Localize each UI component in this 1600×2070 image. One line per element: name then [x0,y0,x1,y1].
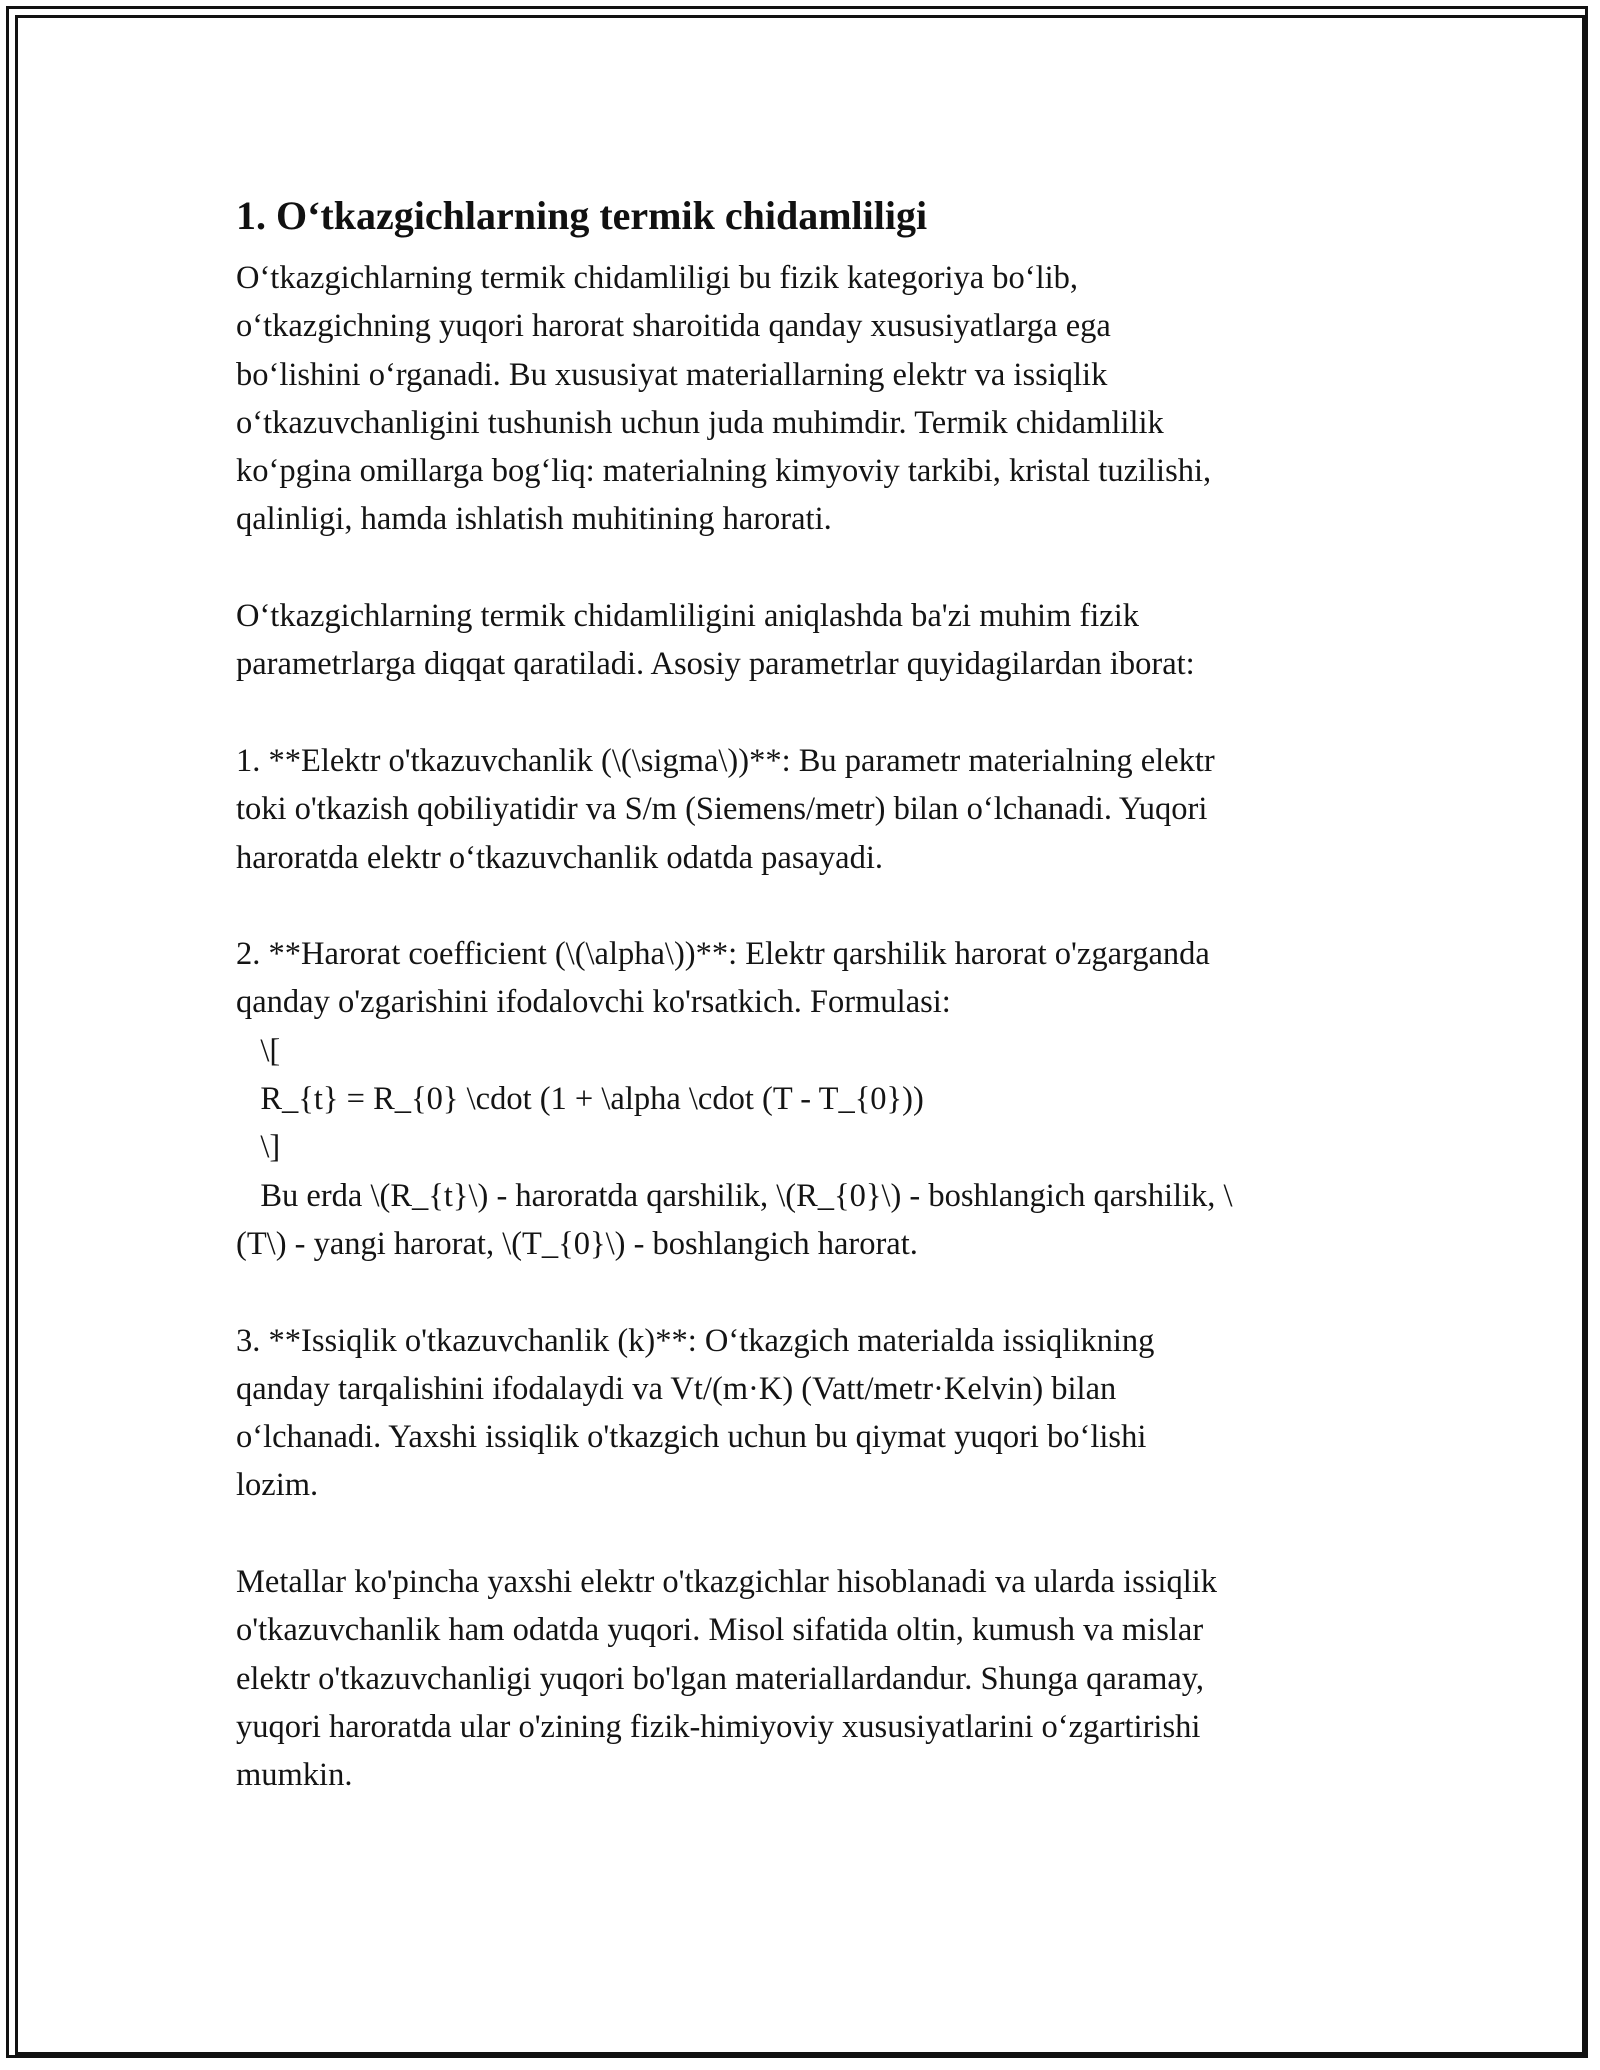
text-line: qanday tarqalishini ifodalaydi va Vt/(m·K) (Vatt/metr·Kelvin) bilan [236,1370,1117,1407]
text-line: o'tkazuvchanlik ham odatda yuqori. Misol sifatida oltin, kumush va mislar [236,1612,1204,1649]
document-body [236,188,1361,1848]
text-line: 2. **Harorat coefficient (\(\alpha\))**: Elektr qarshilik harorat o'zgarganda [236,936,1210,973]
text-line: yuqori haroratda ular o'zining fizik-himiyoviy xususiyatlarini o‘zgartirishi [236,1708,1201,1745]
list-item-electrical-conductivity [236,737,1361,882]
paragraph-metals [236,1558,1361,1799]
text-line: bo‘lishini o‘rganadi. Bu xususiyat materiallarning elektr va issiqlik [236,356,1108,393]
text-line: qalinligi, hamda ishlatish muhitining harorati. [236,501,832,538]
text-line: o‘tkazuvchanligini tushunish uchun juda muhimdir. Termik chidamlilik [236,404,1164,441]
text-line: (T\) - yangi harorat, \(T_{0}\) - boshlangich harorat. [236,1225,918,1262]
text-line: lozim. [236,1467,319,1504]
formula-body: R_{t} = R_{0} \cdot (1 + \alpha \cdot (T - T_{0})) [236,1081,924,1118]
text-line: haroratda elektr o‘tkazuvchanlik odatda pasayadi. [236,839,884,876]
text-line: qanday o'zgarishini ifodalovchi ko'rsatkich. Formulasi: [236,984,951,1021]
text-line: 3. **Issiqlik o'tkazuvchanlik (k)**: O‘tkazgich materialda issiqlikning [236,1322,1155,1359]
text-line: o‘lchanadi. Yaxshi issiqlik o'tkazgich uchun bu qiymat yuqori bo‘lishi [236,1419,1147,1456]
text-line: toki o'tkazish qobiliyatidir va S/m (Siemens/metr) bilan o‘lchanadi. Yuqori [236,791,1208,828]
text-line: Metallar ko'pincha yaxshi elektr o'tkazgichlar hisoblanadi va ularda issiqlik [236,1564,1217,1601]
text-line: elektr o'tkazuvchanligi yuqori bo'lgan materiallardandur. Shunga qaramay, [236,1660,1205,1697]
section-heading: 1. O‘tkazgichlarning termik chidamliligi [236,193,928,238]
text-line: O‘tkazgichlarning termik chidamliligini aniqlashda ba'zi muhim fizik [236,598,1139,635]
text-line: ko‘pgina omillarga bog‘liq: materialning kimyoviy tarkibi, kristal tuzilishi, [236,453,1212,490]
paragraph-parameters-intro [236,592,1361,689]
list-item-temperature-coefficient [236,930,1361,1268]
formula-open: \[ [236,1032,281,1069]
text-line: O‘tkazgichlarning termik chidamliligi bu fizik kategoriya bo‘lib, [236,260,1079,296]
text-line: parametrlarga diqqat qaratiladi. Asosiy parametrlar quyidagilardan iborat: [236,646,1195,683]
paragraph-intro [236,254,1361,544]
text-line: 1. **Elektr o'tkazuvchanlik (\(\sigma\))**: Bu parametr materialning elektr [236,742,1215,779]
text-line: o‘tkazgichning yuqori harorat sharoitida qanday xususiyatlarga ega [236,308,1111,345]
text-line: mumkin. [236,1757,353,1794]
list-item-thermal-conductivity [236,1317,1361,1510]
text-line: Bu erda \(R_{t}\) - haroratda qarshilik, \(R_{0}\) - boshlangich qarshilik, \ [236,1177,1233,1214]
formula-close: \] [236,1129,281,1166]
